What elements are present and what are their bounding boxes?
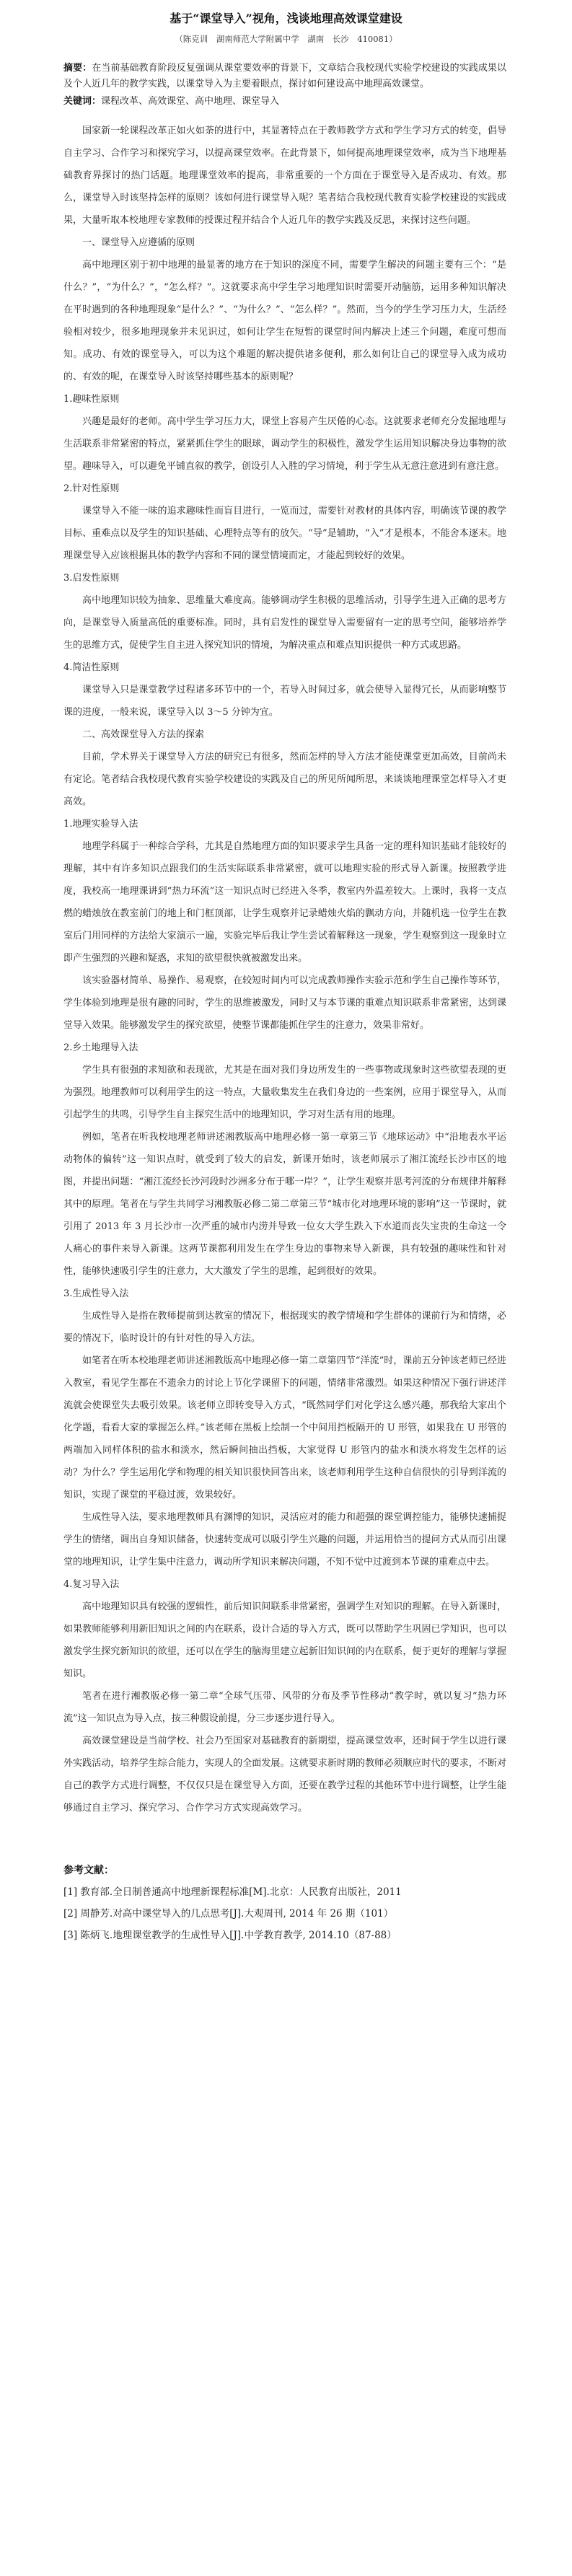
- reference-item: [3] 陈炳飞.地理课堂教学的生成性导入[J].中学教育教学, 2014.10（87-88）: [63, 1930, 397, 1941]
- abstract-label: 摘要：: [63, 63, 92, 74]
- keywords-label: 关键词：: [63, 96, 102, 107]
- section-heading-methods: 二、高效课堂导入方法的探索: [82, 729, 205, 740]
- subsection-heading: 4.简洁性原则: [63, 662, 120, 673]
- paragraph: 例如，笔者在听我校地理老师讲述湘教版高中地理必修一第一章第三节《地球运动》中“沿地表水平运动物体的偏转”这一知识点时，就受到了较大的启发，新课开始时，该老师展示了湘江流经长沙市区的地图，并提出问题：“湘江流经长沙河段时沙洲多分布于哪一岸？”，让学生观察并思考河流的分布规律并解释其中的原理。笔者在与学生共同学习湘教版必修二第二章第三节“城市化对地理环境的影响”这一节课时，就引用了 2013 年 3 月长沙市一次严重的城市内涝并导致一位女大学生跌入下水道而丧失宝贵的生命这一令人痛心的事件来导入新课。这两节课都利用发生在学生身边的事物来导入新课，具有较强的趣味性和针对性，能够快速吸引学生的注意力，大大激发了学生的思维，起到很好的效果。: [63, 1132, 506, 1277]
- subsection-heading: 1.趣味性原则: [63, 394, 120, 405]
- paper-body: [63, 120, 506, 1819]
- paragraph: 课堂导入不能一味的追求趣味性而盲目进行，一览而过，需要针对教材的具体内容，明确该节课的教学目标、重难点以及学生的知识基础、心理特点等有的放矢。“导”是辅助，“入”才是根本，不能舍本逐末。地理课堂导入应该根据具体的教学内容和不同的课堂情境而定，才能起到较好的效果。: [63, 506, 506, 561]
- paragraph: 课堂导入只是课堂教学过程诸多环节中的一个，若导入时间过多，就会使导入显得冗长，从而影响整节课的进度，一般来说，课堂导入以 3～5 分钟为宜。: [63, 685, 506, 718]
- paragraph: 兴趣是最好的老师。高中学生学习压力大，课堂上容易产生厌倦的心态。这就要求老师充分发掘地理与生活联系非常紧密的特点，紧紧抓住学生的眼球，调动学生的积极性，激发学生运用知识解决身边事物的欲望。趣味导入，可以避免平铺直叙的教学，创设引人入胜的学习情境，利于学生从无意注意进到有意注意。: [63, 416, 506, 472]
- subsection-heading: 1.地理实验导入法: [63, 819, 138, 830]
- paragraph: 高中地理知识具有较强的逻辑性，前后知识间联系非常紧密，强调学生对知识的理解。在导入新课时，如果教师能够利用新旧知识之间的内在联系，设计合适的导入方式，既可以帮助学生巩固已学知识，也可以激发学生探究新知识的欲望，还可以在学生的脑海里建立起新旧知识间的内在联系，便于更好的理解与掌握知识。: [63, 1601, 506, 1679]
- subsection-heading: 4.复习导入法: [63, 1579, 120, 1590]
- abstract: [63, 61, 506, 92]
- subsection-heading: 3.启发性原则: [63, 573, 120, 584]
- paragraph: 生成性导入是指在教师提前到达教室的情况下，根据现实的教学情境和学生群体的课前行为和情绪，必要的情况下，临时设计的有针对性的导入方法。: [63, 1311, 506, 1344]
- subsection-heading: 2.针对性原则: [63, 483, 120, 494]
- paragraph: 笔者在进行湘教版必修一第二章“全球气压带、风带的分布及季节性移动”教学时，就以复习“热力环流”这一知识点为导入点，按三种假设前提，分三步逐步进行导入。: [63, 1691, 506, 1724]
- section-heading-principles: 一、课堂导入应遵循的原则: [82, 237, 195, 248]
- subsection-heading: 3.生成性导入法: [63, 1288, 129, 1299]
- section-lead-paragraph: 目前，学术界关于课堂导入方法的研究已有很多，然而怎样的导入方法才能使课堂更加高效，目前尚未有定论。笔者结合我校现代教育实验学校建设的实践及自己的所见所闻所思，来谈谈地理课堂怎样导入才更高效。: [63, 752, 506, 807]
- paper-title: 基于“课堂导入”视角，浅谈地理高效课堂建设: [170, 12, 402, 25]
- keywords: [63, 94, 506, 110]
- keywords-text: 课程改革、高效课堂、高中地理、课堂导入: [101, 96, 280, 107]
- paragraph: 地理学科属于一种综合学科，尤其是自然地理方面的知识要求学生具备一定的理科知识基础才能较好的理解，其中有许多知识点跟我们的生活实际联系非常紧密，就可以地理实验的形式导入新课。按照教学进度，我校高一地理课讲到“热力环流”这一知识点时已经进入冬季，教室内外温差较大。上课时，我将一支点燃的蜡烛放在教室前门的地上和门框顶部，让学生观察并记录蜡烛火焰的飘动方向，并随机选一位学生在教室后门用同样的方法给大家演示一遍，实验完毕后我让学生尝试着解释这一现象，学生观察到这一现象时立即产生强烈的兴趣和疑惑，求知的欲望很快就被激发出来。: [63, 841, 506, 964]
- paragraph: 学生具有很强的求知欲和表现欲，尤其是在面对我们身边所发生的一些事物或现象时这些欲望表现的更为强烈。地理教师可以利用学生的这一特点，大量收集发生在我们身边的一些案例，应用于课堂导入，从而引起学生的共鸣，引导学生自主探究生活中的地理知识，学习对生活有用的地理。: [63, 1065, 506, 1120]
- references-heading: 参考文献：: [63, 1865, 114, 1876]
- references: [63, 1860, 506, 1946]
- paper-content: [63, 61, 506, 1946]
- reference-item: [2] 周静芳.对高中课堂导入的几点思考[J].大观周刊, 2014 年 26 期（101）: [63, 1908, 394, 1920]
- abstract-text: 在当前基础教育阶段反复强调从课堂要效率的背景下，文章结合我校现代实验学校建设的实践成果以及个人近几年的教学实践，以课堂导入为主要着眼点，探讨如何建设高中地理高效课堂。: [63, 63, 506, 89]
- paragraph: 生成性导入法，要求地理教师具有渊博的知识，灵活应对的能力和超强的课堂调控能力，能够快速捕捉学生的情绪，调出自身知识储备，快速转变成可以吸引学生兴趣的问题，并运用恰当的提问方式从而引出课堂的地理知识，让学生集中注意力，调动所学知识来解决问题，不知不觉中过渡到本节课的重难点中去。: [63, 1512, 506, 1568]
- section-lead-paragraph: 高中地理区别于初中地理的最显著的地方在于知识的深度不同，需要学生解决的问题主要有三个：“是什么？”，“为什么？”，“怎么样？”。这就要求高中学生学习地理知识时需要开动脑筋，运用多种知识解决在平时遇到的各种地理现象“是什么？”、“为什么？”、“怎么样？”。然而，当今的学生学习压力大，生活经验相对较少，很多地理现象并未见识过，如何让学生在短暂的课堂时间内解决上述三个问题，难度可想而知。成功、有效的课堂导入，可以为这个难题的解决提供诸多便利，那么如何让自己的课堂导入成为成功的、有效的呢，在课堂导入时该坚持哪些基本的原则呢？: [63, 260, 506, 382]
- author-affiliation: （陈克训 湖南师范大学附属中学 湖南 长沙 410081）: [175, 34, 397, 44]
- subsection-heading: 2.乡土地理导入法: [63, 1042, 138, 1053]
- paragraph: 该实验器材简单、易操作、易观察，在较短时间内可以完成教师操作实验示范和学生自己操作等环节，学生体验到地理是很有趣的同时，学生的思维被激发，同时又与本节课的重难点知识联系非常紧密，达到课堂导入效果。能够激发学生的探究欲望，使整节课都能抓住学生的注意力，效果非常好。: [63, 975, 506, 1031]
- paragraph: 如笔者在听本校地理老师讲述湘教版高中地理必修一第二章第四节“洋流”时，课前五分钟该老师已经进入教室，看见学生都在不遗余力的讨论上节化学课留下的问题，情绪非常激烈。如果这种情况下强行讲述洋流就会使课堂失去吸引效果。该老师立即转变导入方式，“既然同学们对化学这么感兴趣，那我给大家出个化学题，看看大家的掌握怎么样。”该老师在黑板上绘制一个中间用挡板隔开的 U 形管，如果我在 U 形管的两端加入同样体积的盐水和淡水，然后瞬间抽出挡板，大家觉得 U 形管内的盐水和淡水将发生怎样的运动？为什么？学生运用化学和物理的相关知识很快回答出来，该老师利用学生这种自信很快的引导到洋流的知识，实现了课堂的平稳过渡，效果较好。: [63, 1355, 506, 1500]
- intro-paragraph: 国家新一轮课程改革正如火如荼的进行中，其显著特点在于教师教学方式和学生学习方式的转变，倡导自主学习、合作学习和探究学习，以提高课堂效率。在此背景下，如何提高地理课堂效率，成为当下地理基础教育界探讨的热门话题。地理课堂效率的提高，非常重要的一个方面在于课堂导入是否成功、有效。那么，课堂导入时该坚持怎样的原则？该如何进行课堂导入呢？笔者结合我校现代教育实验学校建设的实践成果，大量听取本校地理专家教师的授课过程并结合个人近几年的教学实践及反思，来探讨这些问题。: [63, 126, 506, 226]
- conclusion-paragraph: 高效课堂建设是当前学校、社会乃至国家对基础教育的新期望，提高课堂效率，还时间于学生以进行课外实践活动，培养学生综合能力，实现人的全面发展。这就要求新时期的教师必须顺应时代的要求，不断对自己的教学方式进行调整，不仅仅只是在课堂导入方面，还要在教学过程的其他环节中进行调整，让学生能够通过自主学习、探究学习、合作学习方式实现高效学习。: [63, 1736, 506, 1814]
- paragraph: 高中地理知识较为抽象、思维量大难度高。能够调动学生积极的思维活动，引导学生进入正确的思考方向，是课堂导入质量高低的重要标准。同时，具有启发性的课堂导入需要留有一定的思考空间，能够培养学生的思维方式，促使学生自主进入探究知识的情境，为解决重点和难点知识提供一种方式或思路。: [63, 595, 506, 651]
- reference-item: [1] 教育部.全日制普通高中地理新课程标准[M].北京：人民教育出版社，2011: [63, 1886, 402, 1898]
